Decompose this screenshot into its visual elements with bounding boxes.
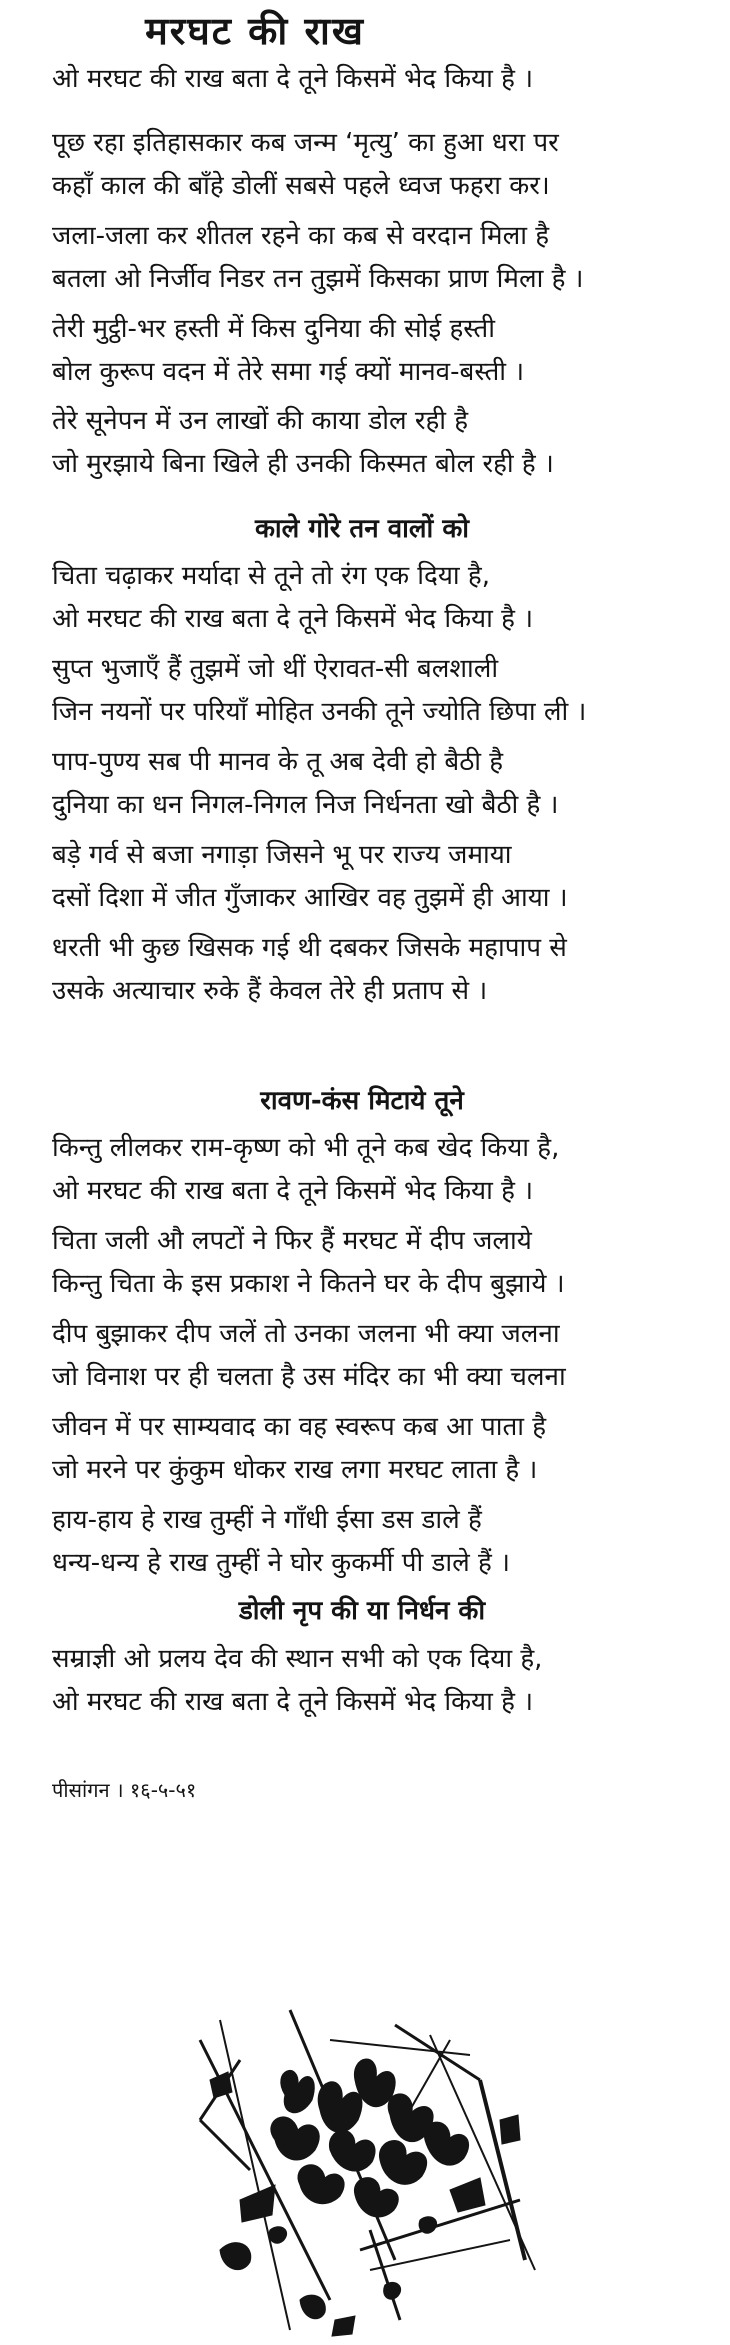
stanza <box>52 1499 672 1585</box>
poem-line: चिता जली औ लपटों ने फिर हैं मरघट में दीप जलाये <box>52 1226 532 1256</box>
poem-line: धरती भी कुछ खिसक गई थी दबकर जिसके महापाप से <box>52 933 567 963</box>
section-heading: काले गोरे तन वालों को <box>254 514 470 544</box>
poem-line: दसों दिशा में जीत गुँजाकर आखिर वह तुझमें ही आया । <box>52 883 568 913</box>
stanza <box>52 400 672 486</box>
stanza <box>52 1220 672 1306</box>
stanza <box>52 215 672 301</box>
poem-line: तेरी मुट्ठी-भर हस्ती में किस दुनिया की सोई हस्ती <box>52 314 495 344</box>
poem-title: मरघट की राख <box>145 9 365 53</box>
stanza <box>52 308 672 394</box>
poem-line: दुनिया का धन निगल-निगल निज निर्धनता खो बैठी है । <box>52 790 559 820</box>
stanza <box>52 741 672 827</box>
poem-line: बड़े गर्व से बजा नगाड़ा जिसने भू पर राज्य जमाया <box>52 840 512 870</box>
poem-line: सम्राज्ञी ओ प्रलय देव की स्थान सभी को एक दिया है, <box>52 1644 543 1674</box>
poem-line: ओ मरघट की राख बता दे तूने किसमें भेद किया है । <box>52 1176 534 1206</box>
poem-line: जिन नयनों पर परियाँ मोहित उनकी तूने ज्योति छिपा ली । <box>52 697 587 727</box>
stanza <box>52 58 672 101</box>
stanza <box>52 555 672 641</box>
stanza <box>52 1638 672 1724</box>
poem-line: दीप बुझाकर दीप जलें तो उनका जलना भी क्या जलना <box>52 1319 560 1349</box>
illustration-svg <box>180 2000 550 2340</box>
poem-line: बतला ओ निर्जीव निडर तन तुझमें किसका प्राण मिला है । <box>52 264 584 294</box>
poem-line: हाय-हाय हे राख तुम्हीं ने गाँधी ईसा डस डाले हैं <box>52 1505 482 1535</box>
poem-line: बोल कुरूप वदन में तेरे समा गई क्यों मानव-बस्ती । <box>52 357 525 387</box>
stanza <box>52 927 672 1013</box>
poem-line: जला-जला कर शीतल रहने का कब से वरदान मिला है <box>52 221 550 251</box>
dateline: पीसांगन । १६-५-५१ <box>52 1778 197 1802</box>
poem-line: जो मरने पर कुंकुम धोकर राख लगा मरघट लाता है । <box>52 1455 538 1485</box>
poem-line: उसके अत्याचार रुके हैं केवल तेरे ही प्रताप से । <box>52 976 488 1006</box>
poem-line: ओ मरघट की राख बता दे तूने किसमें भेद किया है । <box>52 1687 534 1717</box>
ink-sketch-illustration-icon <box>180 2000 550 2340</box>
poem-line: किन्तु चिता के इस प्रकाश ने कितने घर के दीप बुझाये । <box>52 1269 565 1299</box>
poem-line: किन्तु लीलकर राम-कृष्ण को भी तूने कब खेद किया है, <box>52 1133 560 1163</box>
stanza <box>52 648 672 734</box>
poem-line: ओ मरघट की राख बता दे तूने किसमें भेद किया है । <box>52 604 534 634</box>
poem-line: तेरे सूनेपन में उन लाखों की काया डोल रही है <box>52 406 469 436</box>
stanza <box>52 1313 672 1399</box>
section-heading: डोली नृप की या निर्धन की <box>238 1596 486 1626</box>
poem-line: ओ मरघट की राख बता दे तूने किसमें भेद किया है । <box>52 64 534 94</box>
poem-line: कहाँ काल की बाँहे डोलीं सबसे पहले ध्वज फहरा कर। <box>52 171 550 201</box>
poem-line: जो मुरझाये बिना खिले ही उनकी किस्मत बोल रही है । <box>52 449 554 479</box>
poem-line: पूछ रहा इतिहासकार कब जन्म ‘मृत्यु’ का हुआ धरा पर <box>52 128 559 158</box>
stanza <box>52 1127 672 1213</box>
poem-line: चिता चढ़ाकर मर्यादा से तूने तो रंग एक दिया है, <box>52 561 490 591</box>
section-heading: रावण-कंस मिटाये तूने <box>260 1086 464 1116</box>
stanza <box>52 834 672 920</box>
poem-line: सुप्त भुजाएँ हैं तुझमें जो थीं ऐरावत-सी बलशाली <box>52 654 499 684</box>
poem-line: पाप-पुण्य सब पी मानव के तू अब देवी हो बैठी है <box>52 747 504 777</box>
illustration-strokes <box>200 2010 535 2336</box>
poem-line: जीवन में पर साम्यवाद का वह स्वरूप कब आ पाता है <box>52 1412 547 1442</box>
poem-line: धन्य-धन्य हे राख तुम्हीं ने घोर कुकर्मी पी डाले हैं । <box>52 1548 510 1578</box>
poem-line: जो विनाश पर ही चलता है उस मंदिर का भी क्या चलना <box>52 1362 566 1392</box>
stanza <box>52 122 672 208</box>
stanza <box>52 1406 672 1492</box>
